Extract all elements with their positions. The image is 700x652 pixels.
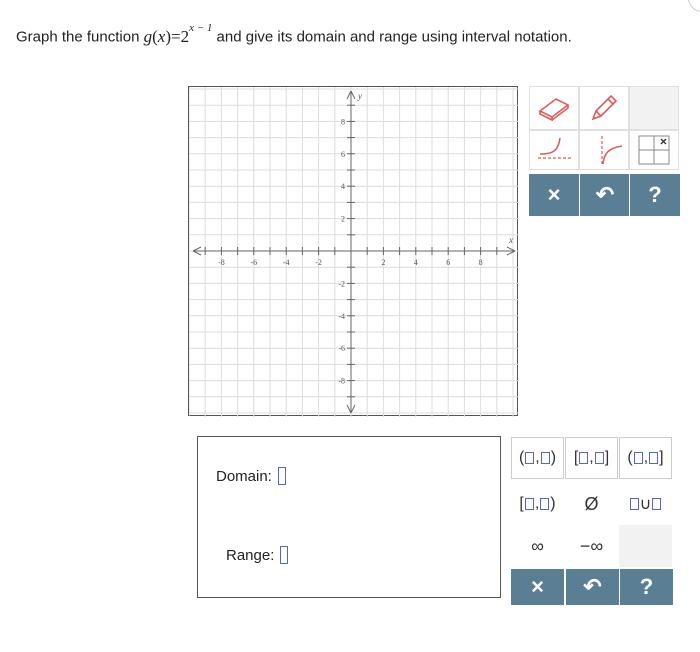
help-icon: ? xyxy=(648,182,662,207)
interval-palette xyxy=(511,437,672,605)
eraser-icon xyxy=(536,95,572,121)
x-tick-label: 6 xyxy=(446,258,451,267)
domain-label: Domain: xyxy=(216,467,272,485)
graph-toolbar xyxy=(529,86,679,216)
grid-cross-tool-button[interactable] xyxy=(629,130,679,170)
eraser-tool-button[interactable] xyxy=(529,86,579,130)
graph-clear-button[interactable] xyxy=(529,174,579,216)
y-tick-label: -4 xyxy=(338,311,345,321)
x-tick-label: -6 xyxy=(250,258,258,267)
slot-icon xyxy=(595,452,604,464)
y-tick-label: 6 xyxy=(341,149,345,159)
x-tick-label: 8 xyxy=(478,258,483,267)
open-closed-interval-button[interactable] xyxy=(619,437,672,479)
closed-open-interval-button[interactable] xyxy=(511,483,564,525)
bracket-left: [ xyxy=(573,449,579,466)
answer-help-button[interactable] xyxy=(619,569,673,605)
pencil-icon xyxy=(587,91,621,125)
range-row xyxy=(226,546,288,564)
bracket-left: [ xyxy=(519,495,524,512)
comma: , xyxy=(589,449,594,466)
slot-icon xyxy=(579,452,588,464)
x-tick-label: -4 xyxy=(282,258,290,267)
y-tick-label: -6 xyxy=(338,344,345,354)
function-variable: x xyxy=(157,26,166,46)
domain-input[interactable] xyxy=(278,467,286,485)
function-exponent: x − 1 xyxy=(189,22,213,34)
answer-undo-button[interactable] xyxy=(565,569,619,605)
logarithmic-curve-icon xyxy=(582,134,626,166)
close-icon: × xyxy=(547,182,561,207)
paren-right: ) xyxy=(550,495,556,512)
undo-icon: ↶ xyxy=(595,182,615,207)
y-axis-label: y xyxy=(358,91,362,101)
x-tick-label: -2 xyxy=(315,258,322,267)
slot-icon xyxy=(634,452,643,464)
help-icon: ? xyxy=(639,574,654,599)
slot-icon xyxy=(652,498,661,510)
x-tick-label: -8 xyxy=(218,258,225,267)
empty-set-button[interactable] xyxy=(565,483,618,525)
graph-area[interactable] xyxy=(188,86,518,416)
empty-tool-slot xyxy=(629,86,679,130)
y-tick-label: 4 xyxy=(341,182,345,192)
undo-icon: ↶ xyxy=(583,574,602,599)
empty-palette-slot xyxy=(619,525,672,567)
answer-box xyxy=(197,436,501,598)
question-suffix: and give its domain and range using interval notation. xyxy=(216,28,572,46)
domain-row xyxy=(216,467,286,485)
question-text xyxy=(16,22,572,47)
grid-cross-icon xyxy=(637,134,671,166)
comma: , xyxy=(535,449,540,466)
logarithmic-tool-button[interactable] xyxy=(579,130,629,170)
comma: , xyxy=(534,495,540,512)
closed-closed-interval-button[interactable] xyxy=(565,437,618,479)
close-icon: × xyxy=(531,574,544,599)
union-button[interactable] xyxy=(619,483,672,525)
x-axis-label: x xyxy=(509,235,513,245)
empty-set-icon: Ø xyxy=(584,494,599,514)
slot-icon xyxy=(541,452,550,464)
negative-infinity-button[interactable] xyxy=(565,525,618,567)
open-open-interval-button[interactable] xyxy=(511,437,564,479)
slot-icon xyxy=(649,452,658,464)
union-icon: ∪ xyxy=(639,496,652,513)
exponential-tool-button[interactable] xyxy=(529,130,579,170)
exponential-curve-icon xyxy=(532,134,576,166)
pencil-tool-button[interactable] xyxy=(579,86,629,130)
comma: , xyxy=(643,449,649,466)
graph-help-button[interactable] xyxy=(629,174,680,216)
slot-icon xyxy=(525,452,534,464)
negative-infinity-icon: −∞ xyxy=(579,536,604,556)
slot-icon xyxy=(540,498,549,510)
question-prefix: Graph the function xyxy=(16,28,140,46)
bracket-right: ] xyxy=(659,449,664,466)
x-tick-label: 2 xyxy=(381,258,386,267)
y-tick-label: 8 xyxy=(341,117,345,127)
paren-left: ( xyxy=(627,449,633,466)
slot-icon xyxy=(630,498,639,510)
y-tick-label: 2 xyxy=(341,214,345,224)
x-tick-label: 4 xyxy=(413,258,418,267)
y-tick-label: -8 xyxy=(338,376,345,386)
infinity-icon: ∞ xyxy=(531,536,544,556)
function-name: g xyxy=(143,26,153,46)
function-base: 2 xyxy=(180,26,190,46)
bracket-right: ] xyxy=(604,449,610,466)
y-tick-label: -2 xyxy=(338,279,345,289)
range-input[interactable] xyxy=(280,546,288,564)
coordinate-plane[interactable] xyxy=(189,87,519,417)
function-expression: $g(x)=2^{x - 1}$ xyxy=(143,22,213,46)
infinity-button[interactable] xyxy=(511,525,564,567)
paren-left: ( xyxy=(518,449,525,466)
graph-undo-button[interactable] xyxy=(579,174,630,216)
paren-right: ) xyxy=(550,449,557,466)
range-label: Range: xyxy=(226,546,275,564)
corner-decoration xyxy=(688,0,700,12)
answer-clear-button[interactable] xyxy=(511,569,564,605)
slot-icon xyxy=(525,498,534,510)
